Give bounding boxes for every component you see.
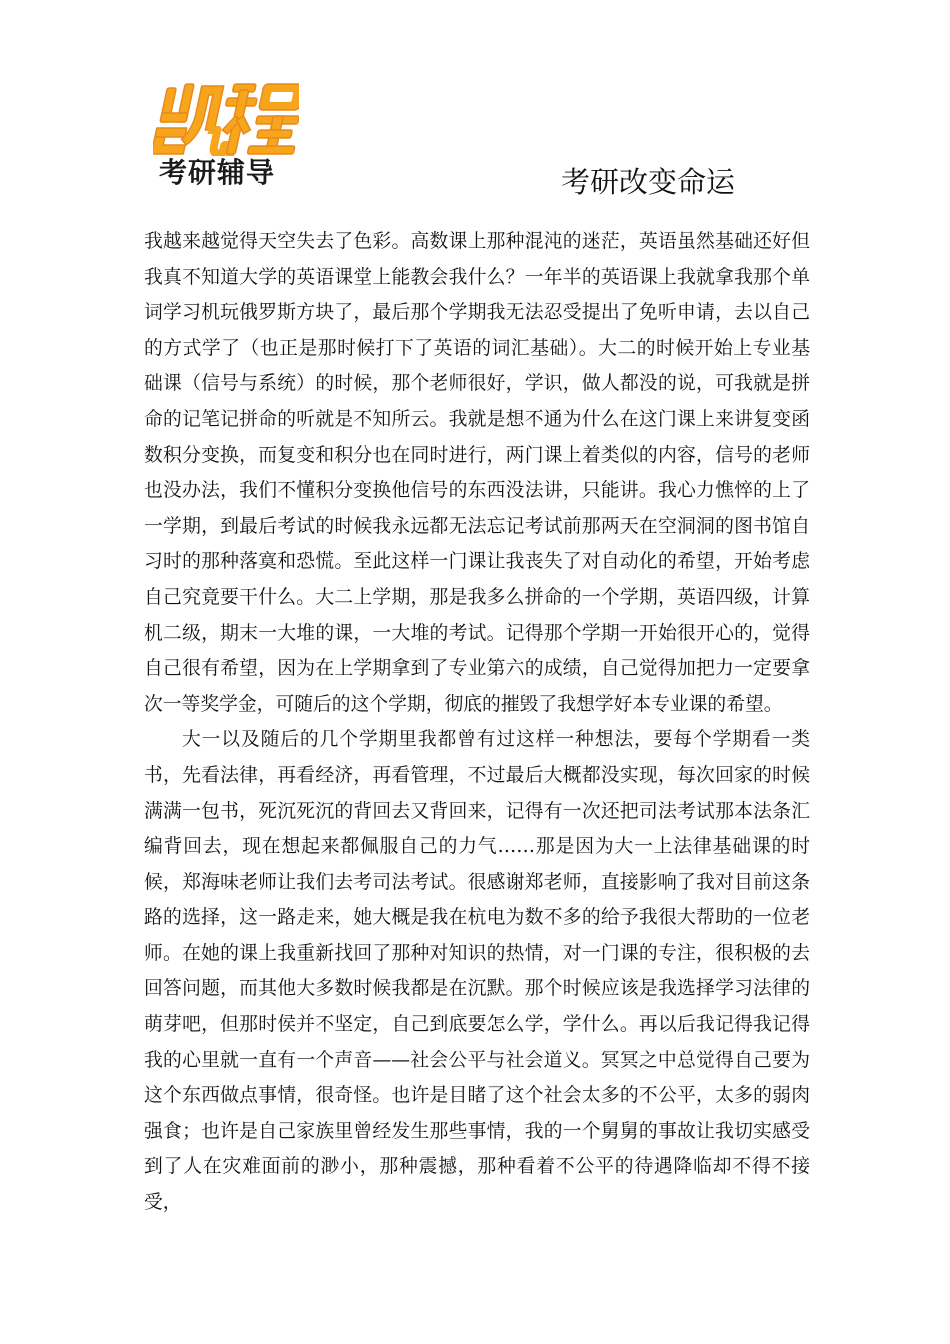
- kaicheng-logo-icon: [153, 80, 299, 156]
- paragraph-2: 大一以及随后的几个学期里我都曾有过这样一种想法，要每个学期看一类书，先看法律，再看经济，再看管理，不过最后大概都没实现，每次回家的时候满满一包书，死沉死沉的背回去又背回来，记得有一次还把司法考试那本法条汇编背回去，现在想起来都佩服自己的力气……那是因为大一上法律基础课的时候，郑海味老师让我们去考司法考试。很感谢郑老师，直接影响了我对目前这条路的选择，这一路走来，她大概是我在杭电为数不多的给予我很大帮助的一位老师。在她的课上我重新找回了那种对知识的热情，对一门课的专注，很积极的去回答问题，而其他大多数时候我都是在沉默。那个时候应该是我选择学习法律的萌芽吧，但那时侯并不坚定，自己到底要怎么学，学什么。再以后我记得我记得我的心里就一直有一个声音——社会公平与社会道义。冥冥之中总觉得自己要为这个东西做点事情，很奇怪。也许是目睹了这个社会太多的不公平，太多的弱肉强食；也许是自己家族里曾经发生那些事情，我的一个舅舅的事故让我切实感受到了人在灾难面前的渺小，那种震撼，那种看着不公平的待遇降临却不得不接受，: [144, 729, 810, 1214]
- paragraph-1: 我越来越觉得天空失去了色彩。高数课上那种混沌的迷茫，英语虽然基础还好但我真不知道大学的英语课堂上能教会我什么？一年半的英语课上我就拿我那个单词学习机玩俄罗斯方块了，最后那个学期我无法忍受提出了免听申请，去以自己的方式学了（也正是那时候打下了英语的词汇基础）。大二的时候开始上专业基础课（信号与系统）的时候，那个老师很好，学识，做人都没的说，可我就是拼命的记笔记拼命的听就是不知所云。我就是想不通为什么在这门课上来讲复变函数积分变换，而复变和积分也在同时进行，两门课上着类似的内容，信号的老师也没办法，我们不懂积分变换他信号的东西没法讲，只能讲。我心力憔悴的上了一学期，到最后考试的时候我永远都无法忘记考试前那两天在空洞洞的图书馆自习时的那种落寞和恐慌。至此这样一门课让我丧失了对自动化的希望，开始考虑自己究竟要干什么。大二上学期，那是我多么拼命的一个学期，英语四级，计算机二级，期末一大堆的课，一大堆的考试。记得那个学期一开始很开心的，觉得自己很有希望，因为在上学期拿到了专业第六的成绩，自己觉得加把力一定要拿次一等奖学金，可随后的这个学期，彻底的摧毁了我想学好本专业课的希望。: [144, 231, 810, 715]
- logo-subtitle: 考研辅导: [159, 156, 276, 189]
- logo: [153, 80, 303, 198]
- article-body: [144, 224, 810, 1221]
- page-title: 考研改变命运: [561, 165, 736, 199]
